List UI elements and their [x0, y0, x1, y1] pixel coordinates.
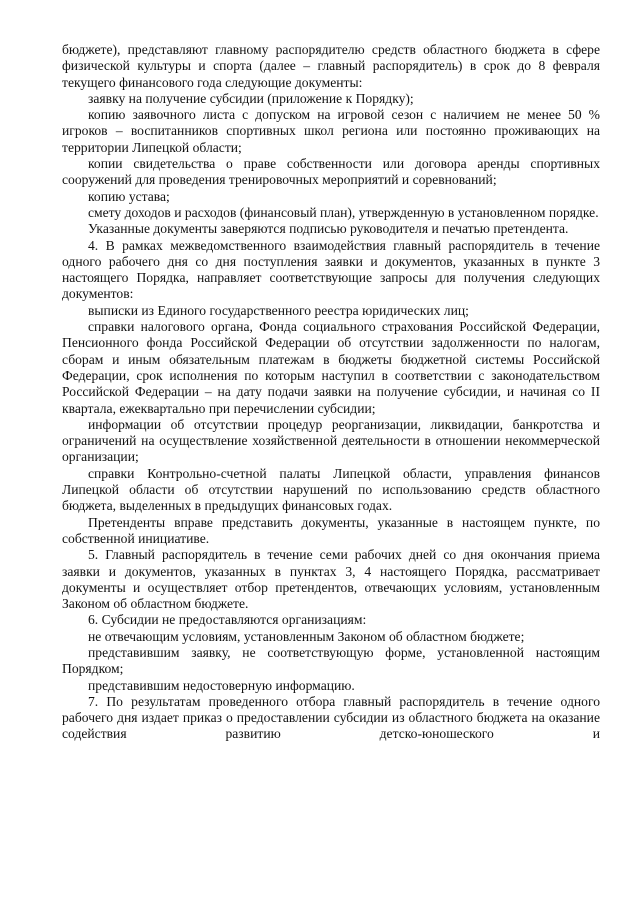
paragraph: представившим заявку, не соответствующую форме, установленной настоящим Порядком; — [62, 644, 600, 677]
paragraph: выписки из Единого государственного реестра юридических лиц; — [88, 302, 469, 318]
paragraph: смету доходов и расходов (финансовый план), утвержденную в установленном порядке. — [88, 204, 599, 220]
paragraph: заявку на получение субсидии (приложение к Порядку); — [88, 90, 414, 106]
paragraph: информации об отсутствии процедур реорганизации, ликвидации, банкротства и ограничений на осуществление хозяйственной деятельности в отношении некоммерческой организации; — [62, 416, 600, 465]
document-body — [62, 42, 600, 743]
paragraph: копию устава; — [88, 188, 170, 204]
paragraph: 6. Субсидии не предоставляются организациям: — [88, 612, 367, 628]
paragraph: не отвечающим условиям, установленным Законом об областном бюджете; — [88, 628, 525, 644]
paragraph: копии свидетельства о праве собственности или договора аренды спортивных сооружений для проведения тренировочных мероприятий и соревнований; — [62, 156, 600, 188]
paragraph: 5. Главный распорядитель в течение семи рабочих дней со дня окончания приема заявки и документов, указанных в пунктах 3, 4 настоящего Порядка, рассматривает документы и осуществляет отбор претендентов, отвечающих условиям, установленным Законом об областном бюджете. — [62, 547, 600, 612]
paragraph: бюджете), представляют главному распорядителю средств областного бюджета в сфере физической культуры и спорта (далее – главный распорядитель) в срок до 8 февраля текущего финансового года следующие документы: — [62, 42, 600, 90]
paragraph: Претенденты вправе представить документы, указанные в настоящем пункте, по собственной инициативе. — [62, 514, 600, 546]
paragraph: справки налогового органа, Фонда социального страхования Российской Федерации, Пенсионного фонда Российской Федерации об отсутствии задолженности по налогам, сборам и иным обязательным платежам в бюджеты бюджетной системы Российской Федерации, срок исполнения по которым наступил в соответствии с законодательством Российской Федерации – на дату подачи заявки на получение субсидии, и начиная со II квартала, ежеквартально при перечислении субсидии; — [62, 319, 600, 416]
paragraph: 7. По результатам проведенного отбора главный распорядитель в течение одного рабочего дня издает приказ о предоставлении субсидии из областного бюджета на оказание содействия развитию детско-юношеского и — [62, 693, 600, 742]
paragraph: справки Контрольно-счетной палаты Липецкой области, управления финансов Липецкой области об отсутствии нарушений по использованию средств областного бюджета, выделенных в предыдущих финансовых годах. — [62, 465, 600, 514]
paragraph: представившим недостоверную информацию. — [88, 677, 355, 693]
paragraph: Указанные документы заверяются подписью руководителя и печатью претендента. — [88, 221, 569, 237]
paragraph: 4. В рамках межведомственного взаимодействия главный распорядитель в течение одного рабочего дня со дня поступления заявки и документов, указанных в пункте 3 настоящего Порядка, направляет соответствующие запросы для получения следующих документов: — [62, 237, 600, 302]
paragraph: копию заявочного листа с допуском на игровой сезон с наличием не менее 50 % игроков – воспитанников спортивных школ региона или постоянно проживающих на территории Липецкой области; — [62, 107, 600, 155]
